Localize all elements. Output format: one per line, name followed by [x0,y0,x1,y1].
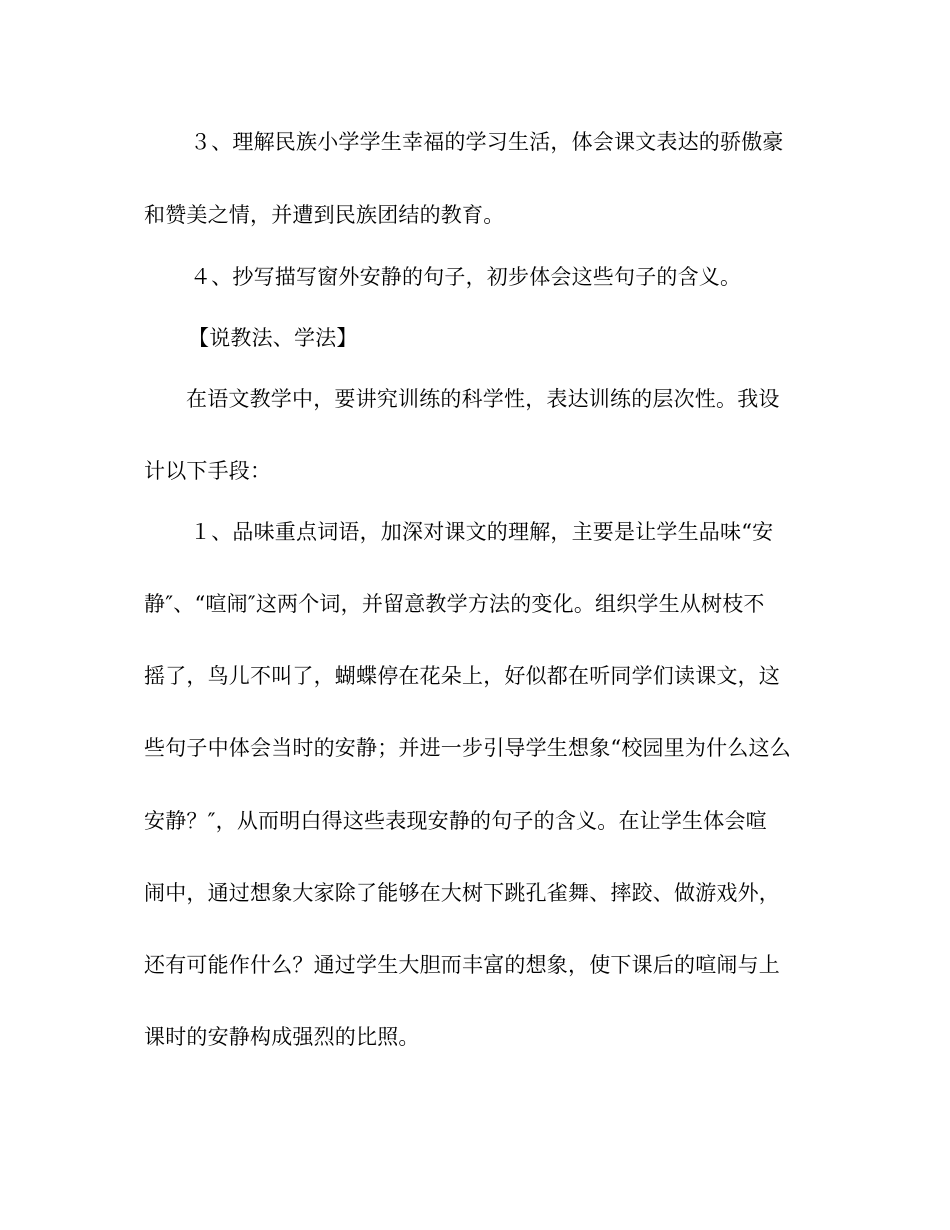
method-1-line-7: 还有可能作什么？通过学生大胆而丰富的想象，使下课后的喧闹与上 [144,953,780,977]
method-1-line-6: 闹中，通过想象大家除了能够在大树下跳孔雀舞、摔跤、做游戏外， [144,881,780,905]
method-1-line-8: 课时的安静构成强烈的比照。 [144,1025,420,1049]
method-1-line-3: 摇了，鸟儿不叫了，蝴蝶停在花朵上，好似都在听同学们读课文，这 [144,664,780,688]
methods-intro-line-1: 在语文教学中，要讲究训练的科学性，表达训练的层次性。我设 [186,387,780,411]
method-1-line-2: 静″、“喧闹″这两个词，并留意教学方法的变化。组织学生从树枝不 [144,592,765,616]
goal-3-line-1: ３、理解民族小学学生幸福的学习生活，体会课文表达的骄傲豪 [190,130,784,154]
method-1-line-4: 些句子中体会当时的安静；并进一步引导学生想象“校园里为什么这么 [144,736,791,760]
goal-4-line: ４、抄写描写窗外安静的句子，初步体会这些句子的含义。 [190,265,742,289]
section-heading-methods: 【说教法、学法】 [188,326,358,350]
method-1-line-5: 安静？″，从而明白得这些表现安静的句子的含义。在让学生体会喧 [144,809,767,833]
goal-3-line-2: 和赞美之情，并遭到民族团结的教育。 [144,203,505,227]
method-1-line-1: １、品味重点词语，加深对课文的理解，主要是让学生品味“安 [190,520,774,544]
methods-intro-line-2: 计以下手段： [144,459,272,483]
